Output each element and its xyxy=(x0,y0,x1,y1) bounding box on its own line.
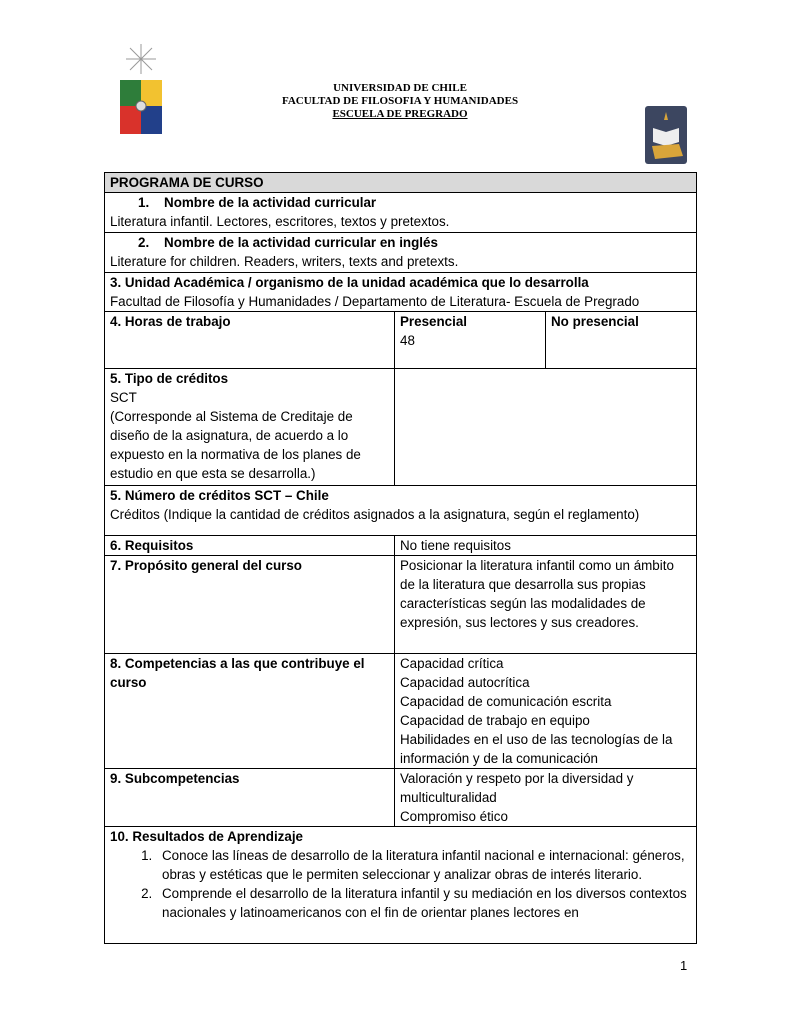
academic-unit: Facultad de Filosofía y Humanidades / Departamento de Literatura- Escuela de Pregrado xyxy=(110,294,640,309)
school-name: ESCUELA DE PREGRADO xyxy=(332,108,468,120)
course-name: Literatura infantil. Lectores, escritores, textos y pretextos. xyxy=(110,214,450,229)
university-name: UNIVERSIDAD DE CHILE xyxy=(333,82,467,94)
section-label: 10. Resultados de Aprendizaje xyxy=(110,829,303,844)
section-label: 3. Unidad Académica / organismo de la unidad académica que lo desarrolla xyxy=(110,275,589,290)
list-item: Habilidades en el uso de las tecnologías de la información y de la comunicación xyxy=(400,732,673,766)
faculty-book-logo xyxy=(645,106,687,164)
course-name-english: Literature for children. Readers, writers, texts and pretexts. xyxy=(110,254,459,269)
presencial-label: Presencial xyxy=(400,314,467,329)
section-label: 5. Tipo de créditos xyxy=(110,371,229,386)
list-item: Capacidad de comunicación escrita xyxy=(400,694,612,709)
presencial-hours: 48 xyxy=(400,333,415,348)
section-label: 9. Subcompetencias xyxy=(110,771,240,786)
credit-type-note: (Corresponde al Sistema de Creditaje de diseño de la asignatura, de acuerdo a lo expuesto en la normativa de los planes de estudio en que esta se desarrolla.) xyxy=(110,409,361,481)
list-item: Capacidad crítica xyxy=(400,656,504,671)
no-presencial-label: No presencial xyxy=(551,314,639,329)
competencies-list xyxy=(395,654,697,769)
credit-type: SCT xyxy=(110,390,137,405)
section-label: 1. Nombre de la actividad curricular xyxy=(138,195,377,210)
list-item: Capacidad de trabajo en equipo xyxy=(400,713,590,728)
list-item: 1. Conoce las líneas de desarrollo de la literatura infantil nacional e internacional: géneros, obras y estéticas que le permiten seleccionar y analizar obras de interés literario. xyxy=(156,846,691,884)
learning-outcomes-list xyxy=(110,846,691,922)
section-label: 2. Nombre de la actividad curricular en inglés xyxy=(138,235,438,250)
section-label: 4. Horas de trabajo xyxy=(110,314,231,329)
list-item: Compromiso ético xyxy=(400,809,508,824)
course-program-table xyxy=(104,172,697,944)
list-item: Valoración y respeto por la diversidad y multiculturalidad xyxy=(400,771,634,805)
faculty-name: FACULTAD DE FILOSOFIA Y HUMANIDADES xyxy=(281,95,519,107)
page-number: 1 xyxy=(680,958,688,973)
list-item: 2. Comprende el desarrollo de la literatura infantil y su mediación en los diversos contextos nacionales y latinoamericanos con el fin de orientar planes lectores en xyxy=(156,884,691,922)
subcompetencies-list xyxy=(395,769,697,827)
section-label: 6. Requisitos xyxy=(110,538,194,553)
table-title: PROGRAMA DE CURSO xyxy=(110,175,264,190)
requirements: No tiene requisitos xyxy=(395,536,697,556)
course-purpose: Posicionar la literatura infantil como un ámbito de la literatura que desarrolla sus propias características según las modalidades de expresión, sus lectores y sus creadores. xyxy=(395,556,697,654)
list-item: Capacidad autocrítica xyxy=(400,675,530,690)
section-label: 5. Número de créditos SCT – Chile xyxy=(110,488,329,503)
section-label: 7. Propósito general del curso xyxy=(110,558,302,573)
section-label: 8. Competencias a las que contribuye el curso xyxy=(110,656,365,690)
credit-count: Créditos (Indique la cantidad de créditos asignados a la asignatura, según el reglamento) xyxy=(110,507,640,522)
